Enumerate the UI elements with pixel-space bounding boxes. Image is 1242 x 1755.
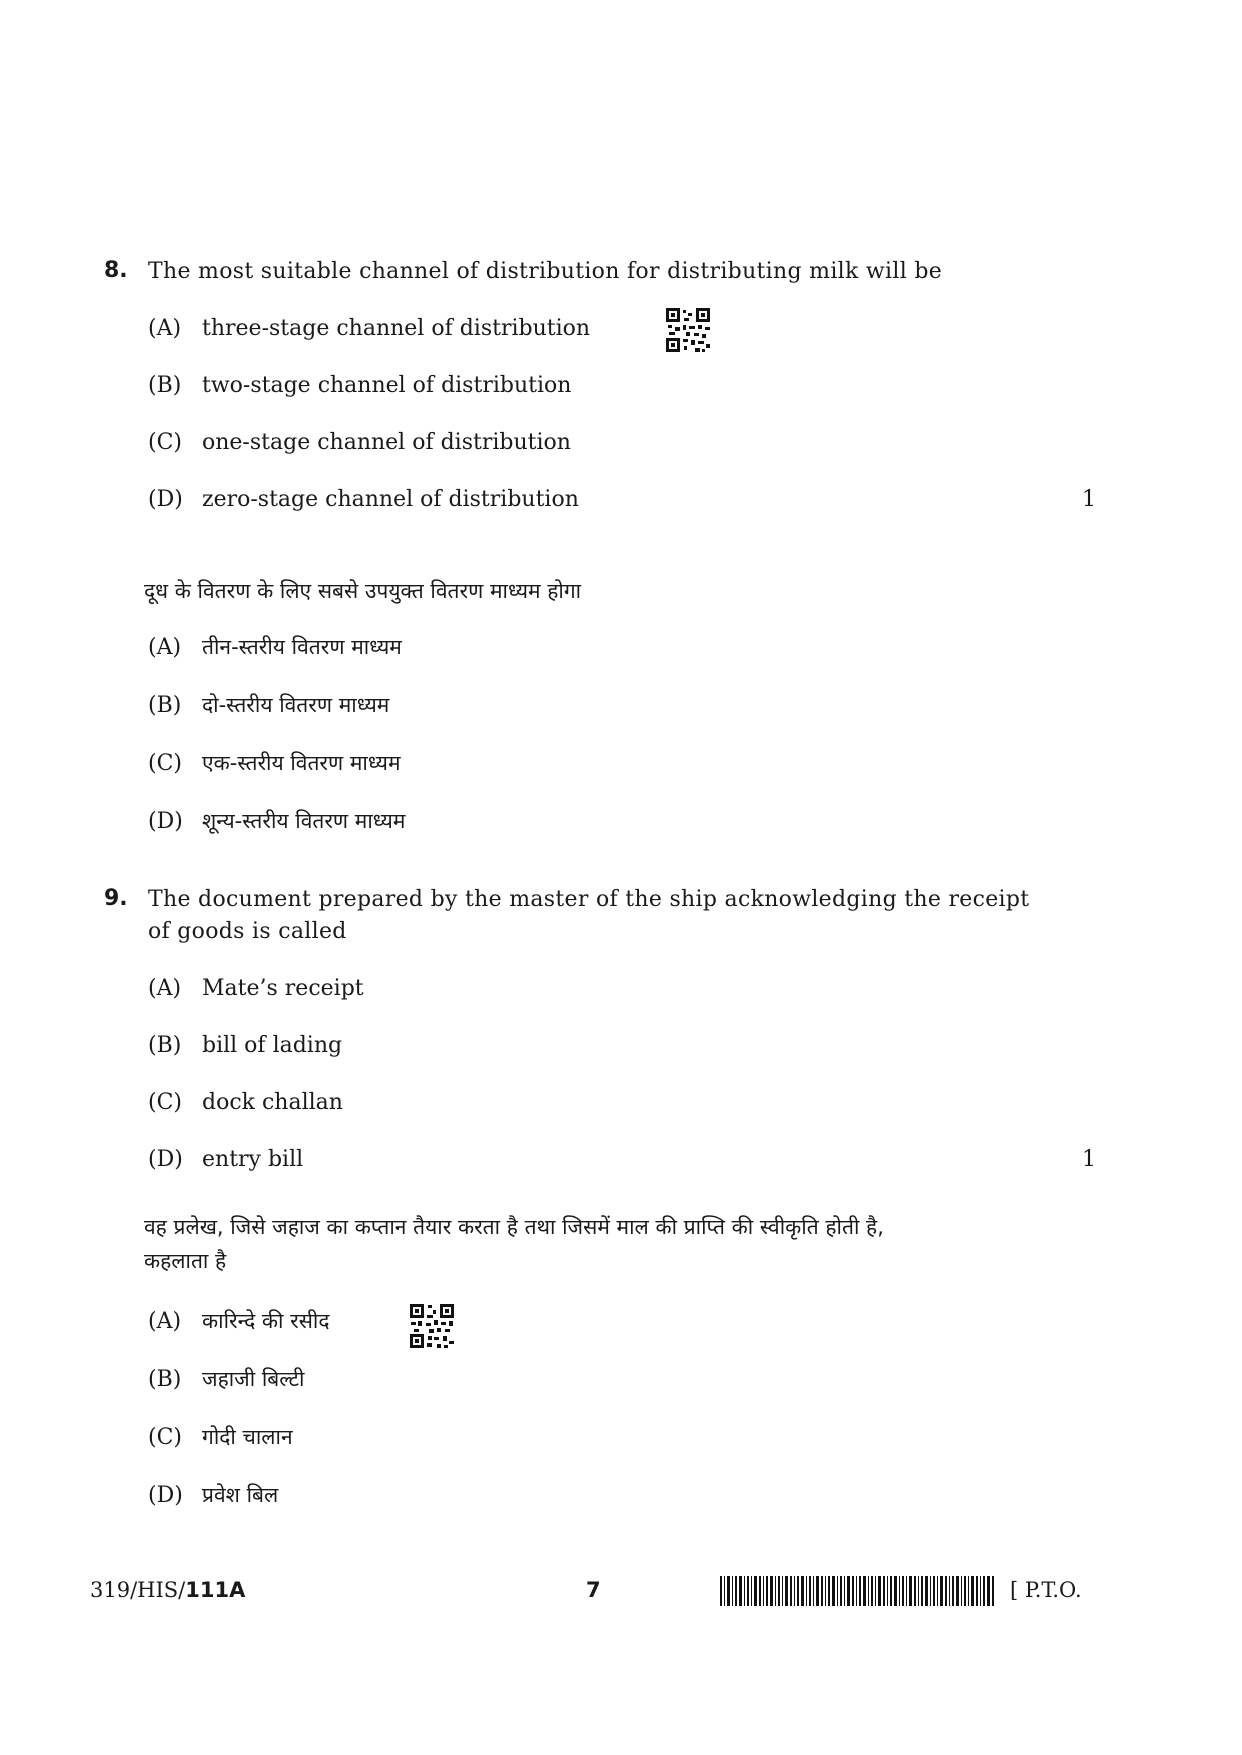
option-text: गोदी चालान: [202, 1425, 293, 1449]
page-number: 7: [586, 1578, 601, 1602]
option-label: (D): [148, 487, 183, 512]
option-label: (D): [148, 809, 183, 834]
option-label: (A): [148, 1309, 182, 1334]
option-text: दो-स्तरीय वितरण माध्यम: [202, 693, 390, 717]
barcode-icon: [720, 1576, 996, 1606]
option-label: (B): [148, 1033, 182, 1058]
qr-code-icon: [666, 308, 710, 352]
option-text: Mate’s receipt: [202, 976, 364, 1001]
option-label: (C): [148, 1425, 182, 1450]
question-8-option-c: [148, 428, 571, 458]
option-text: जहाजी बिल्टी: [202, 1367, 305, 1391]
question-9-marks: 1: [1082, 1147, 1096, 1172]
question-9-text-line-1: The document prepared by the master of the ship acknowledging the receipt: [148, 887, 1030, 912]
question-9-text-hindi-line-1: वह प्रलेख, जिसे जहाज का कप्तान तैयार करता है तथा जिसमें माल की प्राप्ति की स्वीकृति होती है,: [144, 1215, 884, 1239]
option-label: (A): [148, 316, 182, 341]
option-text: bill of lading: [202, 1033, 343, 1058]
option-label: (D): [148, 1147, 183, 1172]
option-label: (C): [148, 1090, 182, 1115]
option-text: dock challan: [202, 1090, 343, 1115]
pto-label: [ P.T.O.: [1010, 1578, 1082, 1602]
question-8-marks: 1: [1082, 487, 1096, 512]
option-label: (A): [148, 976, 182, 1001]
option-text: entry bill: [202, 1147, 304, 1172]
question-8-option-b: [148, 371, 571, 401]
option-text: two-stage channel of distribution: [202, 373, 572, 398]
paper-code-bold: 111A: [185, 1578, 246, 1602]
question-9-option-d-hindi: [148, 1480, 278, 1511]
question-9-text-hindi: [144, 1210, 884, 1278]
option-label: (C): [148, 430, 182, 455]
paper-code-prefix: 319/HIS/: [90, 1578, 186, 1602]
option-text: three-stage channel of distribution: [202, 316, 591, 341]
question-8-option-c-hindi: [148, 748, 401, 779]
paper-code: [90, 1578, 245, 1602]
question-9-option-a-hindi: [148, 1306, 330, 1337]
option-text: शून्य-स्तरीय वितरण माध्यम: [202, 809, 406, 833]
option-label: (B): [148, 373, 182, 398]
option-label: (C): [148, 751, 182, 776]
option-text: एक-स्तरीय वितरण माध्यम: [202, 751, 401, 775]
option-label: (A): [148, 635, 182, 660]
option-text: one-stage channel of distribution: [202, 430, 571, 455]
question-9-option-b: [148, 1031, 342, 1061]
option-label: (B): [148, 693, 182, 718]
question-8-option-a: [148, 314, 590, 344]
question-9-option-b-hindi: [148, 1364, 304, 1395]
question-9-text-hindi-line-2: कहलाता है: [144, 1249, 227, 1273]
question-8-text-hindi: दूध के वितरण के लिए सबसे उपयुक्त वितरण माध्यम होगा: [144, 579, 582, 603]
option-text: कारिन्दे की रसीद: [202, 1309, 330, 1333]
option-text: प्रवेश बिल: [202, 1483, 279, 1507]
qr-code-icon: [410, 1304, 454, 1348]
question-9-option-c: [148, 1088, 343, 1118]
option-text: तीन-स्तरीय वितरण माध्यम: [202, 635, 402, 659]
question-9-text: [148, 884, 1029, 948]
question-8-text: The most suitable channel of distribution for distributing milk will be: [148, 259, 943, 284]
question-8-option-b-hindi: [148, 690, 389, 721]
question-9-number: 9.: [104, 886, 128, 911]
option-label: (B): [148, 1367, 182, 1392]
question-8-number: 8.: [104, 258, 128, 283]
question-8-option-d: [148, 485, 579, 515]
question-9-option-c-hindi: [148, 1422, 293, 1453]
option-label: (D): [148, 1483, 183, 1508]
question-9-option-a: [148, 974, 364, 1004]
question-8-option-d-hindi: [148, 806, 405, 837]
question-9-text-line-2: of goods is called: [148, 919, 347, 944]
option-text: zero-stage channel of distribution: [202, 487, 579, 512]
question-9-option-d: [148, 1145, 303, 1175]
question-8-option-a-hindi: [148, 632, 402, 663]
